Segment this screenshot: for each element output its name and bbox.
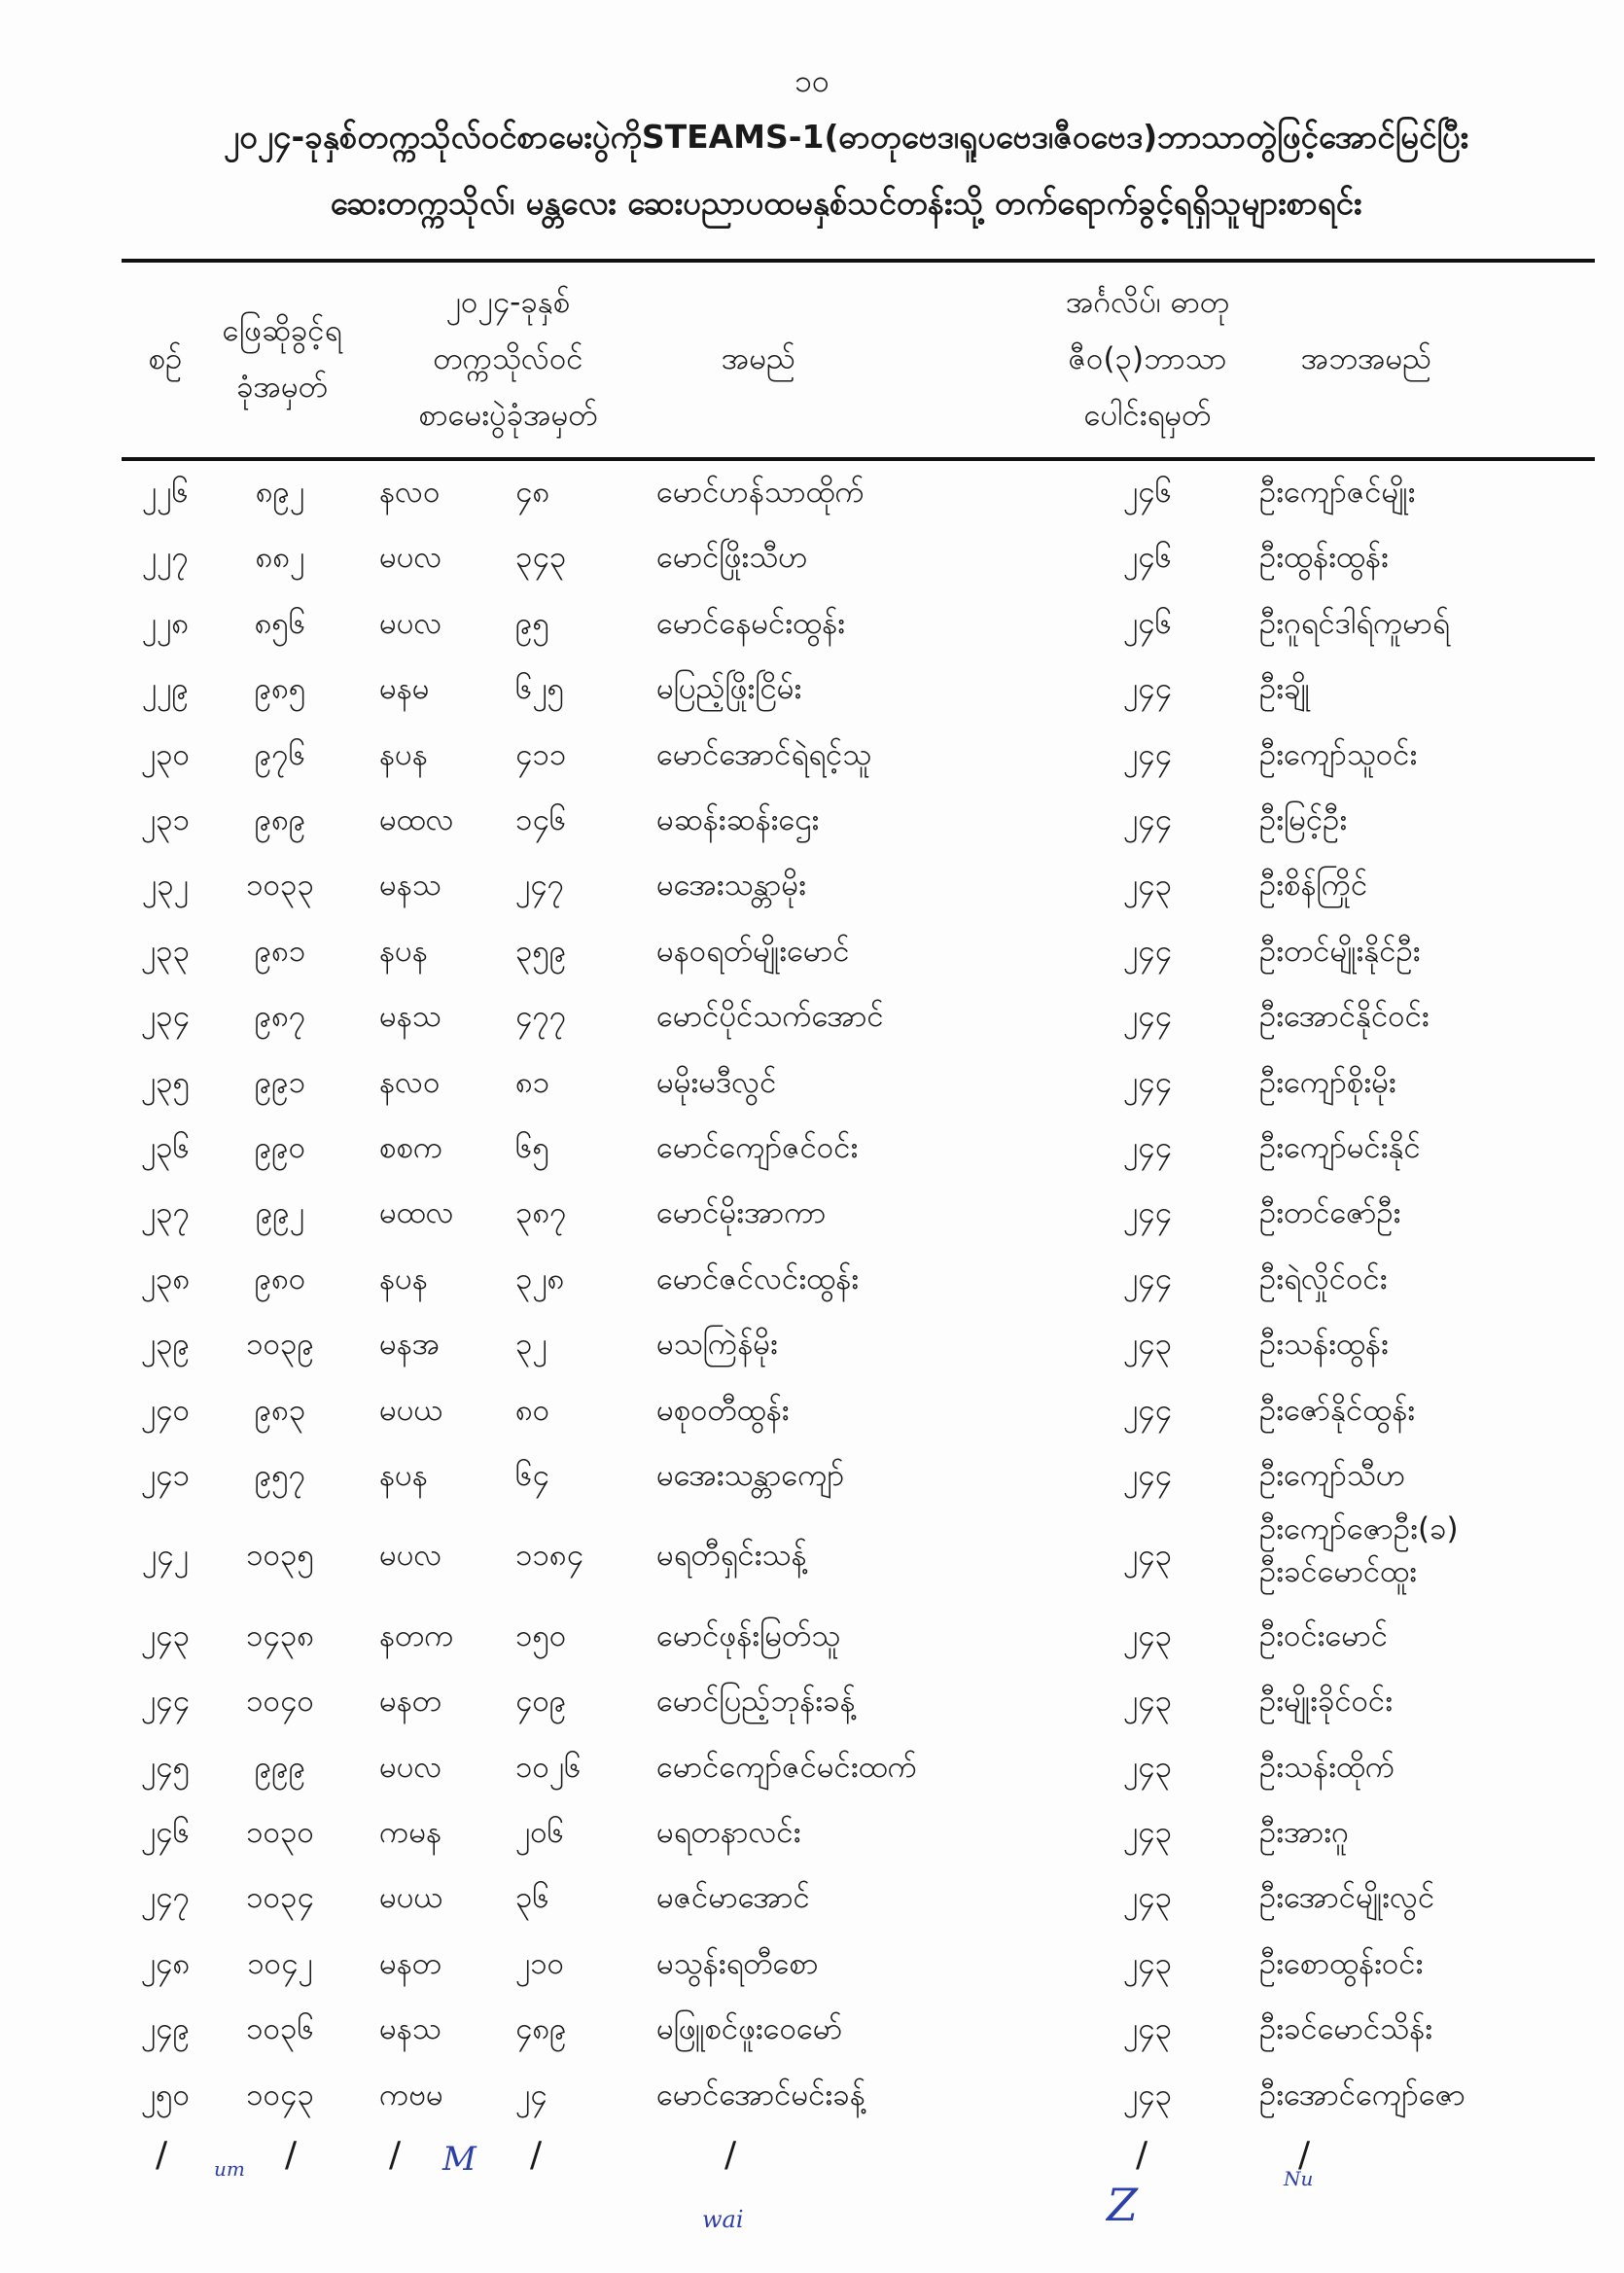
row-father-name: ဦးမျိုးခိုင်ဝင်း [1259, 1684, 1394, 1720]
row-father-name: ဦးတင်မျိုးနိုင်ဦး [1259, 933, 1421, 969]
row-exam-number: ၂၀၆ [515, 1815, 565, 1850]
row-serial: ၂၂၆ [142, 475, 189, 510]
row-exam-number: ၃၅၉ [515, 933, 567, 969]
row-registration-number: ၉၉၁ [254, 1064, 306, 1100]
row-father-name: ဦးကျော်မင်းနိုင် [1259, 1130, 1421, 1165]
row-exam-prefix: စစက [379, 1130, 443, 1165]
row-total-score: ၂၄၄ [1122, 933, 1173, 969]
row-total-score: ၂၄၆ [1122, 475, 1173, 510]
row-serial: ၂၂၉ [142, 671, 189, 707]
row-student-name: မောင်မိုးအာကာ [656, 1195, 827, 1231]
page-title: ၂၀၂၄-ခုနှစ်တက္ကသိုလ်ဝင်စာမေးပွဲကိုSTEAMS-1(ဓာတုဗေဒ၊ရူပဗေဒ၊ဇီဝဗေဒ)ဘာသာတွဲဖြင့်အောင်မြင်ပြီး [223, 118, 1469, 156]
row-exam-prefix: မနသ [379, 2011, 441, 2047]
header-exam-roll: ၂၀၂၄-ခုနှစ် တက္ကသိုလ်ဝင် စာမေးပွဲခုံအမှတ် [418, 285, 598, 433]
row-father-name: ဦးကျော်သူဝင်း [1259, 736, 1418, 772]
row-registration-number: ၁၀၃၃ [246, 868, 314, 904]
row-registration-number: ၁၀၄၂ [247, 1945, 313, 1981]
row-exam-number: ၄၈ [515, 475, 550, 510]
row-serial: ၂၄၈ [140, 1945, 191, 1981]
row-student-name: မဖြူစင်ဖူးဝေမော် [656, 2011, 843, 2047]
row-father-name: ဦးဇော်နိုင်ထွန်း [1259, 1392, 1416, 1428]
row-serial: ၂၂၈ [141, 605, 190, 641]
row-exam-prefix: မပလ [379, 605, 442, 641]
row-exam-prefix: မနတ [379, 1684, 441, 1720]
row-exam-number: ၁၁၈၄ [515, 1538, 584, 1574]
row-serial: ၂၃၆ [140, 1130, 191, 1165]
row-exam-prefix: နလဝ [379, 475, 441, 510]
row-student-name: မောင်အောင်မင်းခန့် [656, 2077, 865, 2113]
row-total-score: ၂၄၃ [1122, 1945, 1173, 1981]
row-registration-number: ၉၅၇ [254, 1458, 306, 1493]
row-exam-number: ၈၀ [515, 1392, 550, 1428]
row-student-name: မောင်အောင်ရဲရင့်သူ [656, 736, 872, 772]
header-score: အင်္ဂလိပ်၊ ဓာတု ဇီဝ(၃)ဘာသာ ပေါင်းရမှတ် [1065, 285, 1230, 433]
row-serial: ၂၃၂ [142, 868, 189, 904]
footer-slash: / [530, 2135, 543, 2175]
row-total-score: ၂၄၃ [1122, 1327, 1173, 1363]
row-total-score: ၂၄၃ [1122, 2011, 1173, 2047]
row-student-name: မောင်နေမင်းထွန်း [656, 605, 846, 641]
row-serial: ၂၃၅ [140, 1064, 191, 1100]
row-father-name: ဦးကျော်ဇင်မျိုး [1259, 475, 1416, 510]
row-total-score: ၂၄၆ [1122, 605, 1173, 641]
row-exam-number: ၆၂၅ [515, 671, 565, 707]
row-registration-number: ၁၀၃၅ [246, 1538, 314, 1574]
row-student-name: မဆန်းဆန်းဌေး [656, 802, 820, 837]
row-exam-prefix: မပလ [379, 540, 442, 576]
row-exam-prefix: နပန [379, 1458, 428, 1493]
handwritten-initial: um [214, 2157, 245, 2181]
row-registration-number: ၁၀၃၉ [246, 1327, 314, 1363]
handwritten-initial: wai [702, 2206, 744, 2233]
row-registration-number: ၈၉၂ [255, 475, 305, 510]
handwritten-initial: Nu [1284, 2167, 1314, 2190]
footer-slash: / [389, 2135, 402, 2175]
row-exam-number: ၁၀၂၆ [515, 1749, 582, 1785]
row-father-name: ဦးရဲလှိုင်ဝင်း [1259, 1261, 1388, 1296]
handwritten-initial: M [442, 2140, 477, 2179]
row-father-name: ဦးကျော်သီဟ [1259, 1458, 1406, 1493]
row-registration-number: ၈၅၆ [254, 605, 306, 641]
row-total-score: ၂၄၄ [1122, 671, 1173, 707]
header-father: အဘအမည် [1300, 341, 1432, 376]
row-registration-number: ၉၈၉ [254, 802, 306, 837]
row-father-name: ဦးကျော်ဇောဦး(ခ) [1259, 1511, 1459, 1547]
row-serial: ၂၄၉ [140, 2011, 191, 2047]
row-registration-number: ၁၀၃၀ [246, 1815, 314, 1850]
row-total-score: ၂၄၃ [1122, 1815, 1173, 1850]
page-subtitle: ဆေးတက္ကသိုလ်၊ မန္တလေး ဆေးပညာပထမနှစ်သင်တန်းသို့ တက်ရောက်ခွင့်ရရှိသူများစာရင်း [330, 184, 1362, 222]
footer-slash: / [285, 2135, 298, 2175]
row-student-name: မောင်ပိုင်သက်အောင် [656, 999, 884, 1035]
row-student-name: မဇင်မာအောင် [656, 1880, 810, 1916]
footer-slash: / [156, 2135, 168, 2175]
row-father-name: ဦးမြင့်ဦး [1259, 802, 1348, 837]
row-student-name: မအေးသန္တာကျော် [656, 1458, 845, 1493]
row-registration-number: ၁၀၃၄ [246, 1880, 314, 1916]
row-exam-prefix: မနအ [379, 1327, 441, 1363]
row-total-score: ၂၄၄ [1122, 1458, 1173, 1493]
row-serial: ၂၃၄ [140, 999, 191, 1035]
footer-slash: / [1136, 2135, 1148, 2175]
row-registration-number: ၁၄၃၈ [245, 1617, 315, 1653]
row-exam-number: ၂၄ [515, 2077, 547, 2113]
row-total-score: ၂၄၄ [1122, 1195, 1173, 1231]
row-exam-number: ၈၁ [515, 1064, 550, 1100]
row-exam-prefix: မပလ [379, 1538, 442, 1574]
row-student-name: မစုဝတီထွန်း [656, 1392, 790, 1428]
row-serial: ၂၄၆ [140, 1815, 191, 1850]
row-total-score: ၂၄၃ [1122, 1880, 1173, 1916]
row-total-score: ၂၄၄ [1122, 802, 1173, 837]
row-serial: ၂၄၀ [140, 1392, 191, 1428]
row-exam-number: ၃၈၇ [515, 1195, 567, 1231]
row-exam-number: ၄၈၉ [515, 2011, 567, 2047]
row-registration-number: ၈၈၂ [255, 540, 305, 576]
row-serial: ၂၄၂ [142, 1538, 189, 1574]
row-student-name: မောင်ကျော်ဇင်ဝင်း [656, 1130, 859, 1165]
row-registration-number: ၉၈၃ [254, 1392, 306, 1428]
row-father-name: ဦးခင်မောင်သိန်း [1259, 2011, 1433, 2047]
row-student-name: မောင်ဇင်လင်းထွန်း [656, 1261, 860, 1296]
row-total-score: ၂၄၃ [1122, 1749, 1173, 1785]
row-exam-prefix: ကမန [379, 1815, 442, 1850]
row-student-name: မအေးသန္တာမိုး [656, 868, 806, 904]
row-exam-number: ၉၅ [515, 605, 549, 641]
row-exam-number: ၆၅ [515, 1130, 549, 1165]
row-exam-prefix: ကဗမ [379, 2077, 443, 2113]
page-number: ၁၀ [794, 62, 830, 99]
row-serial: ၂၃၀ [140, 736, 191, 772]
row-student-name: မသွန်းရတီစော [656, 1945, 819, 1981]
row-exam-prefix: မပလ [379, 1749, 442, 1785]
header-registration: ဖြေဆိုခွင့်ရ ခုံအမှတ် [222, 313, 342, 405]
row-student-name: မပြည့်ဖြိုးငြိမ်း [656, 671, 802, 707]
row-total-score: ၂၄၄ [1122, 1064, 1173, 1100]
row-exam-prefix: မနတ [379, 1945, 441, 1981]
row-father-name: ဦးအောင်နိုင်ဝင်း [1259, 999, 1430, 1035]
row-exam-prefix: မနမ [379, 671, 430, 707]
row-student-name: မောင်ဖုန်းမြတ်သူ [656, 1617, 841, 1653]
row-student-name: မောင်ဖြိုးသီဟ [656, 540, 808, 576]
row-exam-number: ၄၀၉ [515, 1684, 567, 1720]
row-serial: ၂၅၀ [140, 2077, 191, 2113]
row-student-name: မမိုးမဒီလွင် [656, 1064, 777, 1100]
row-exam-prefix: နပန [379, 1261, 428, 1296]
row-registration-number: ၉၉၀ [254, 1130, 306, 1165]
header-serial: စဉ် [148, 341, 183, 376]
row-exam-prefix: မထလ [379, 1195, 454, 1231]
row-student-name: မသကြဲန်မိုး [656, 1327, 778, 1363]
row-serial: ၂၃၈ [140, 1261, 191, 1296]
row-registration-number: ၁၀၄၀ [246, 1684, 314, 1720]
row-total-score: ၂၄၄ [1122, 1392, 1173, 1428]
row-registration-number: ၉၈၀ [254, 1261, 306, 1296]
row-father-name: ဦးစောထွန်းဝင်း [1259, 1945, 1424, 1981]
row-exam-number: ၃၄၃ [515, 540, 567, 576]
row-exam-prefix: မနသ [379, 868, 441, 904]
row-father-name: ဦးထွန်းထွန်း [1259, 540, 1389, 576]
row-exam-number: ၄၁၁ [515, 736, 567, 772]
row-student-name: မောင်ကျော်ဇင်မင်းထက် [656, 1749, 918, 1785]
footer-slash: / [724, 2135, 737, 2175]
row-father-name: ဦးသန်းထိုက် [1259, 1749, 1395, 1785]
row-registration-number: ၉၈၇ [254, 999, 306, 1035]
row-exam-prefix: မပယ [379, 1880, 443, 1916]
row-total-score: ၂၄၄ [1122, 1261, 1173, 1296]
row-student-name: မောင်ဟန်သာထိုက် [656, 475, 865, 510]
row-exam-number: ၃၂ [515, 1327, 547, 1363]
row-father-name: ဦးကျော်စိုးမိုး [1259, 1064, 1396, 1100]
row-total-score: ၂၄၄ [1122, 1130, 1173, 1165]
row-registration-number: ၁၀၃၆ [246, 2011, 314, 2047]
row-total-score: ၂၄၃ [1122, 1684, 1173, 1720]
row-total-score: ၂၄၆ [1122, 540, 1173, 576]
row-total-score: ၂၄၃ [1122, 1538, 1173, 1574]
row-father-name: ဦးချို [1259, 671, 1310, 707]
table-header-rule [122, 457, 1595, 461]
row-exam-number: ၆၄ [515, 1458, 549, 1493]
row-serial: ၂၄၄ [140, 1684, 191, 1720]
row-exam-number: ၂၁၀ [515, 1945, 565, 1981]
row-father-name: ဦးဂူရင်ဒါရ်ကူမာရ် [1259, 605, 1450, 641]
header-name: အမည် [721, 341, 796, 376]
row-exam-number: ၁၅၀ [515, 1617, 567, 1653]
row-total-score: ၂၄၃ [1122, 868, 1173, 904]
row-exam-number: ၂၄၇ [515, 868, 565, 904]
row-father-name: ဦးအားဂူ [1259, 1815, 1349, 1850]
row-father-name: ဦးအောင်ကျော်ဇော [1259, 2077, 1465, 2113]
row-registration-number: ၁၀၄၃ [246, 2077, 314, 2113]
row-total-score: ၂၄၃ [1122, 2077, 1173, 2113]
row-father-name: ဦးဝင်းမောင် [1259, 1617, 1389, 1653]
handwritten-initial: Z [1107, 2179, 1138, 2231]
row-serial: ၂၄၇ [140, 1880, 191, 1916]
row-exam-number: ၃၆ [515, 1880, 549, 1916]
row-exam-number: ၃၂၈ [515, 1261, 565, 1296]
row-serial: ၂၄၁ [140, 1458, 191, 1493]
row-serial: ၂၄၃ [140, 1617, 191, 1653]
row-registration-number: ၉၈၁ [254, 933, 306, 969]
row-serial: ၂၃၁ [140, 802, 191, 837]
row-exam-prefix: နတက [379, 1617, 454, 1653]
row-exam-prefix: မထလ [379, 802, 454, 837]
row-registration-number: ၉၉၂ [255, 1195, 305, 1231]
row-serial: ၂၃၉ [140, 1327, 191, 1363]
row-serial: ၂၂၇ [142, 540, 189, 576]
row-serial: ၂၄၅ [140, 1749, 191, 1785]
row-exam-prefix: နပန [379, 933, 428, 969]
row-father-name: ဦးတင်ဇော်ဦး [1259, 1195, 1401, 1231]
row-total-score: ၂၄၄ [1122, 736, 1173, 772]
row-student-name: မောင်ပြည့်ဘုန်းခန့် [656, 1684, 856, 1720]
footer-slash: / [1298, 2135, 1311, 2175]
row-student-name: မနဝရတ်မျိုးမောင် [656, 933, 850, 969]
row-father-name: ဦးအောင်မျိုးလွင် [1259, 1880, 1435, 1916]
row-registration-number: ၉၉၉ [254, 1749, 306, 1785]
row-registration-number: ၉၈၅ [254, 671, 306, 707]
row-father-name: ဦးသန်းထွန်း [1259, 1327, 1389, 1363]
row-total-score: ၂၄၄ [1122, 999, 1173, 1035]
row-exam-prefix: မပယ [379, 1392, 443, 1428]
row-exam-number: ၄၇၇ [515, 999, 567, 1035]
row-father-name: ဦးစိန်ကြိုင် [1259, 868, 1368, 904]
row-serial: ၂၃၃ [140, 933, 191, 969]
row-father-name: ဦးခင်မောင်ထူး [1259, 1554, 1418, 1590]
row-student-name: မရတီရှင်းသန့် [656, 1538, 807, 1574]
row-exam-number: ၁၄၆ [515, 802, 567, 837]
row-exam-prefix: မနသ [379, 999, 441, 1035]
row-exam-prefix: နပန [379, 736, 428, 772]
row-serial: ၂၃၇ [140, 1195, 191, 1231]
row-student-name: မရတနာလင်း [656, 1815, 801, 1850]
row-registration-number: ၉၇၆ [254, 736, 306, 772]
row-total-score: ၂၄၃ [1122, 1617, 1173, 1653]
row-exam-prefix: နလဝ [379, 1064, 441, 1100]
